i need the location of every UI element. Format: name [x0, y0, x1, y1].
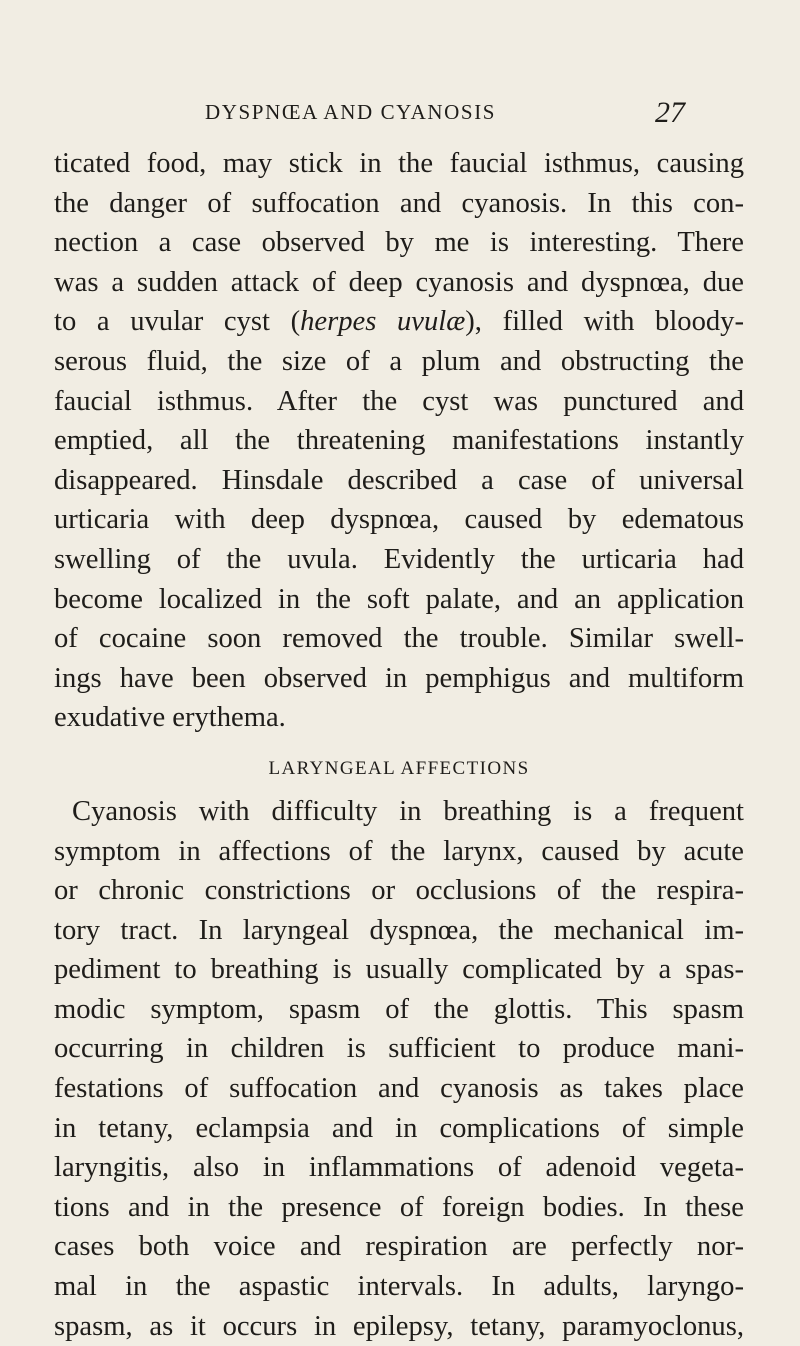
text-line: disappeared. Hinsdale described a case of universal — [54, 464, 744, 496]
text-line: nection a case observed by me is interesting. There — [54, 227, 744, 259]
text-line: swelling of the uvula. Evidently the urticaria had — [54, 543, 744, 575]
text-line: laryngitis, also in inflammations of adenoid vegeta- — [54, 1152, 744, 1184]
text-line-segment: ), filled with bloody- — [465, 306, 744, 338]
text-line: faucial isthmus. After the cyst was punctured and — [54, 385, 744, 417]
running-head — [0, 96, 800, 132]
paragraph — [54, 792, 744, 1346]
text-line: emptied, all the threatening manifestations instantly — [54, 425, 744, 457]
text-line: Cyanosis with difficulty in breathing is a frequent — [72, 795, 744, 827]
paragraph — [54, 144, 744, 738]
text-line: ings have been observed in pemphigus and multiform — [54, 662, 744, 694]
text-line: pediment to breathing is usually complicated by a spas- — [54, 954, 744, 986]
text-line: festations of suffocation and cyanosis as takes place — [54, 1073, 744, 1105]
text-line: modic symptom, spasm of the glottis. This spasm — [54, 993, 744, 1025]
text-line: was a sudden attack of deep cyanosis and dyspnœa, due — [54, 266, 744, 298]
text-line: spasm, as it occurs in epilepsy, tetany, paramyoclonus, — [54, 1310, 744, 1342]
text-line: urticaria with deep dyspnœa, caused by edematous — [54, 504, 744, 536]
text-line: mal in the aspastic intervals. In adults, laryngo- — [54, 1271, 744, 1303]
text-line: occurring in children is sufficient to produce mani- — [54, 1033, 744, 1065]
section-heading: LARYNGEAL AFFECTIONS — [268, 757, 530, 779]
text-line: exudative erythema. — [54, 702, 286, 734]
running-head-title: DYSPNŒA AND CYANOSIS — [205, 100, 497, 124]
text-line: cases both voice and respiration are perfectly nor- — [54, 1231, 744, 1263]
text-line: the danger of suffocation and cyanosis. In this con- — [54, 187, 744, 219]
text-line-segment: to a uvular cyst ( — [54, 306, 301, 338]
text-line: tory tract. In laryngeal dyspnœa, the mechanical im- — [54, 914, 744, 946]
text-line: serous fluid, the size of a plum and obstructing the — [54, 345, 744, 377]
page-number: 27 — [655, 96, 685, 129]
text-line — [54, 302, 744, 342]
text-line: become localized in the soft palate, and an application — [54, 583, 744, 615]
text-line: symptom in affections of the larynx, caused by acute — [54, 835, 744, 867]
body-text — [54, 144, 744, 1346]
text-line: tions and in the presence of foreign bodies. In these — [54, 1191, 744, 1223]
text-line: in tetany, eclampsia and in complications of simple — [54, 1112, 744, 1144]
text-line: of cocaine soon removed the trouble. Similar swell- — [54, 623, 744, 655]
italic-term: herpes uvulæ — [300, 306, 466, 338]
text-line: ticated food, may stick in the faucial isthmus, causing — [54, 148, 744, 179]
text-line: or chronic constrictions or occlusions of the respira- — [54, 875, 744, 907]
